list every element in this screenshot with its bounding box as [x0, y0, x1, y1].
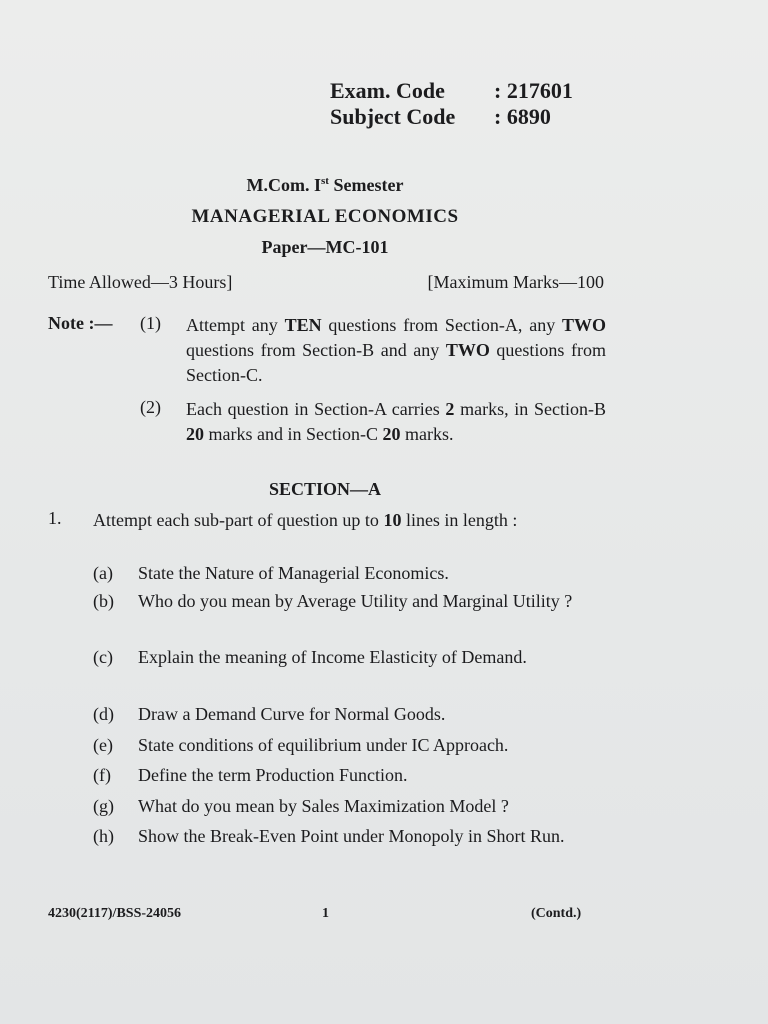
course-sup: st [321, 175, 329, 187]
question-number: 1. [48, 508, 62, 528]
question-text-part: Attempt each sub-part of question up to [93, 510, 384, 530]
note-text-2 [186, 397, 606, 447]
subpart-letter: (f) [93, 765, 111, 785]
bleed-through-text [140, 96, 144, 113]
section-title: SECTION—A [268, 479, 382, 499]
subject-title: MANAGERIAL ECONOMICS [191, 206, 459, 227]
note-2-part: marks. [400, 424, 454, 444]
subpart-d [93, 702, 605, 727]
subpart-text: State conditions of equilibrium under IC Approach. [138, 735, 509, 755]
note-1-part: Attempt any [186, 315, 285, 335]
subpart-text: Draw a Demand Curve for Normal Goods. [138, 704, 446, 724]
subpart-b [93, 589, 605, 639]
subpart-letter: (h) [93, 826, 114, 846]
note-2-emph: 20 [186, 424, 204, 444]
subpart-letter: (b) [93, 591, 114, 611]
exam-code-label: Exam. Code [330, 78, 445, 103]
note-2-part: marks and in Section-C [204, 424, 383, 444]
question-text-part: lines in length : [401, 510, 518, 530]
footer-page-number: 1 [322, 906, 329, 921]
subject-code-label: Subject Code [330, 104, 456, 129]
question-text [93, 508, 605, 533]
time-allowed: Time Allowed—3 Hours] [48, 272, 233, 292]
subpart-letter: (a) [93, 563, 113, 583]
note-2-emph: 20 [382, 424, 401, 444]
footer-contd: (Contd.) [531, 906, 582, 921]
subpart-letter: (c) [93, 647, 113, 667]
max-marks: [Maximum Marks—100 [427, 272, 604, 292]
subpart-text: Explain the meaning of Income Elasticity of Demand. [138, 647, 527, 667]
paper-code: Paper—MC-101 [261, 237, 389, 257]
subpart-f [93, 763, 605, 788]
subject-code-value: : 6890 [494, 104, 551, 129]
subpart-text: What do you mean by Sales Maximization Model ? [138, 796, 509, 816]
note-1-part: questions from Section-A, any [321, 315, 562, 335]
subpart-text: State the Nature of Managerial Economics. [138, 563, 449, 583]
course-title [0, 175, 650, 196]
note-2-part: Each question in Section-A carries [186, 399, 446, 419]
subpart-e [93, 733, 605, 758]
subpart-g [93, 794, 605, 819]
subpart-letter: (e) [93, 735, 113, 755]
note-num-2: (2) [140, 397, 161, 417]
note-2-part: marks, in Section-B [454, 399, 606, 419]
time-marks-line [48, 272, 604, 293]
question-text-emph: 10 [383, 510, 402, 530]
subpart-text: Who do you mean by Average Utility and Marginal Utility ? [138, 591, 573, 611]
subpart-letter: (d) [93, 704, 114, 724]
note-label: Note :— [48, 313, 113, 333]
note-1-emph: TWO [561, 315, 606, 335]
subpart-text: Define the term Production Function. [138, 765, 408, 785]
exam-codes [330, 78, 573, 130]
subpart-a [93, 561, 605, 586]
note-num-1: (1) [140, 313, 161, 333]
subpart-letter: (g) [93, 796, 114, 816]
note-text-1 [186, 313, 606, 388]
course-prefix: M.Com. I [246, 175, 322, 195]
note-1-emph: TEN [284, 315, 322, 335]
subpart-h [93, 824, 605, 874]
subpart-c [93, 645, 605, 695]
note-1-emph: TWO [445, 340, 490, 360]
exam-code-value: : 217601 [494, 78, 573, 103]
footer-code: 4230(2117)/BSS-24056 [48, 906, 182, 921]
note-1-part: questions from Section-B and any [186, 340, 446, 360]
subpart-text: Show the Break-Even Point under Monopoly in Short Run. [138, 826, 565, 846]
note-1-part: questions from Section-C. [186, 340, 606, 385]
note-2-emph: 2 [445, 399, 455, 419]
course-suffix: Semester [333, 175, 404, 195]
